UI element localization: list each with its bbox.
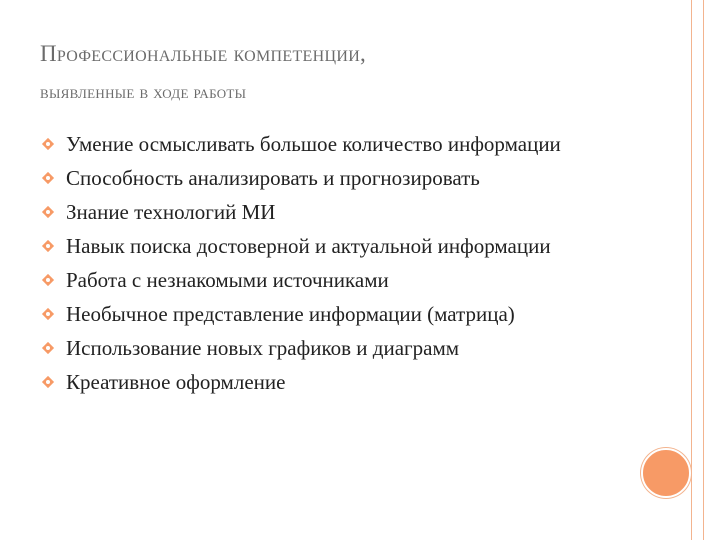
bullet-text: Креативное оформление bbox=[66, 370, 286, 394]
bullet-item bbox=[40, 266, 620, 294]
bullet-item bbox=[40, 164, 620, 192]
bullet-text: Использование новых графиков и диаграмм bbox=[66, 336, 460, 360]
diamond-bullet-icon bbox=[40, 374, 56, 390]
bullet-text: Необычное представление информации (матрица) bbox=[66, 302, 515, 326]
title-line-1: Профессиональные компетенции, bbox=[40, 41, 367, 66]
diamond-bullet-icon bbox=[40, 238, 56, 254]
diamond-bullet-icon bbox=[40, 306, 56, 322]
slide-title bbox=[40, 38, 640, 114]
bullet-item bbox=[40, 300, 620, 328]
bullet-item bbox=[40, 198, 620, 226]
diamond-bullet-icon bbox=[40, 340, 56, 356]
diamond-bullet-icon bbox=[40, 136, 56, 152]
decor-vertical-line-left bbox=[691, 0, 692, 540]
decor-circle bbox=[641, 448, 691, 498]
bullet-list bbox=[40, 130, 620, 402]
bullet-item bbox=[40, 232, 620, 260]
bullet-item bbox=[40, 334, 620, 362]
bullet-text: Умение осмысливать большое количество информации bbox=[66, 132, 561, 156]
title-line-2: выявленные в ходе работы bbox=[40, 82, 247, 102]
bullet-text: Знание технологий МИ bbox=[66, 200, 276, 224]
decor-vertical-line-right bbox=[703, 0, 704, 540]
bullet-item bbox=[40, 130, 620, 158]
bullet-text: Навык поиска достоверной и актуальной информации bbox=[66, 234, 551, 258]
diamond-bullet-icon bbox=[40, 272, 56, 288]
diamond-bullet-icon bbox=[40, 170, 56, 186]
bullet-item bbox=[40, 368, 620, 396]
diamond-bullet-icon bbox=[40, 204, 56, 220]
bullet-text: Работа с незнакомыми источниками bbox=[66, 268, 389, 292]
bullet-text: Способность анализировать и прогнозировать bbox=[66, 166, 480, 190]
